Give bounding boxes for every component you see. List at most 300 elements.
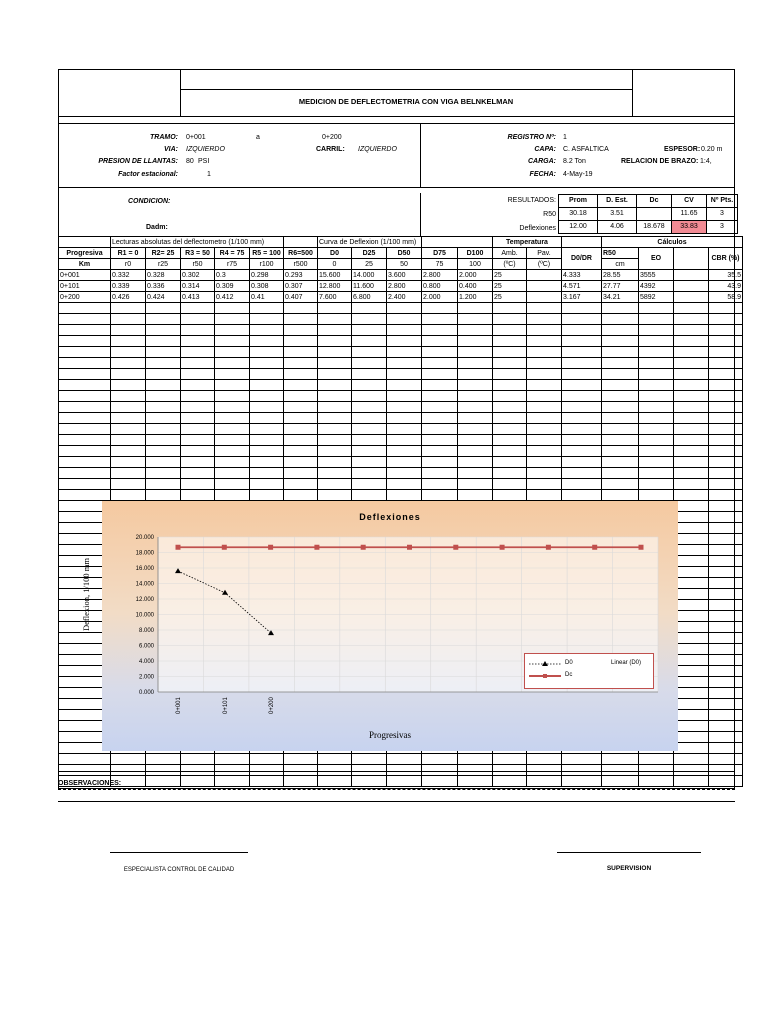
empty-cell	[111, 391, 146, 402]
y-tick-label: 4.000	[138, 659, 154, 665]
empty-cell	[493, 358, 527, 369]
blank-cell	[674, 248, 709, 270]
empty-cell	[181, 325, 215, 336]
empty-row	[59, 435, 743, 446]
group-temp-header: Temperatura	[493, 237, 562, 248]
d-subheader: 50	[387, 259, 422, 270]
empty-cell	[318, 765, 352, 776]
empty-cell	[352, 776, 387, 787]
factor-value: 1	[207, 171, 211, 178]
empty-cell	[284, 490, 318, 501]
carril-value: IZQUIERDO	[358, 146, 397, 153]
empty-cell	[181, 303, 215, 314]
empty-cell	[527, 468, 562, 479]
empty-cell	[493, 457, 527, 468]
empty-cell	[493, 490, 527, 501]
empty-cell	[250, 402, 284, 413]
empty-cell	[146, 424, 181, 435]
page-title: MEDICION DE DEFLECTOMETRIA CON VIGA BELNKELMAN	[298, 97, 514, 106]
empty-cell	[562, 490, 602, 501]
empty-cell	[562, 336, 602, 347]
r-header: R6=500	[284, 248, 318, 259]
empty-cell	[181, 380, 215, 391]
empty-cell	[318, 490, 352, 501]
header-row-2	[59, 248, 743, 259]
empty-cell	[527, 413, 562, 424]
empty-cell	[181, 314, 215, 325]
empty-cell	[709, 336, 743, 347]
resultados-cell: Prom	[558, 194, 598, 208]
empty-cell	[284, 380, 318, 391]
empty-cell	[602, 424, 639, 435]
empty-cell	[352, 468, 387, 479]
empty-cell	[422, 435, 458, 446]
empty-cell	[146, 402, 181, 413]
empty-cell	[215, 424, 250, 435]
empty-cell	[674, 677, 709, 688]
empty-cell	[493, 424, 527, 435]
empty-cell	[674, 556, 709, 567]
empty-cell	[111, 303, 146, 314]
table-cell: 0.41	[250, 292, 284, 303]
table-cell: 0.328	[146, 270, 181, 281]
empty-cell	[493, 347, 527, 358]
empty-cell	[674, 567, 709, 578]
empty-cell	[639, 424, 674, 435]
empty-cell	[458, 490, 493, 501]
empty-cell	[709, 424, 743, 435]
empty-cell	[250, 391, 284, 402]
table-cell: 25	[493, 270, 527, 281]
empty-cell	[181, 435, 215, 446]
empty-cell	[111, 765, 146, 776]
empty-cell	[709, 754, 743, 765]
empty-row	[59, 358, 743, 369]
relacion-value: 1:4,	[700, 158, 712, 165]
y-tick-label: 16.000	[135, 566, 154, 572]
empty-cell	[562, 402, 602, 413]
table-cell: 0.426	[111, 292, 146, 303]
pav-unit: (ºC)	[527, 259, 562, 270]
d-header: D75	[422, 248, 458, 259]
empty-cell	[422, 358, 458, 369]
empty-cell	[562, 754, 602, 765]
empty-cell	[493, 336, 527, 347]
empty-cell	[387, 314, 422, 325]
empty-row	[59, 776, 743, 787]
header-line-top	[180, 89, 632, 90]
d-header: D25	[352, 248, 387, 259]
series-dc-point	[592, 545, 597, 550]
empty-cell	[284, 347, 318, 358]
empty-cell	[674, 710, 709, 721]
empty-cell	[709, 578, 743, 589]
empty-cell	[602, 391, 639, 402]
empty-cell	[674, 501, 709, 512]
empty-cell	[59, 457, 111, 468]
empty-cell	[639, 468, 674, 479]
empty-cell	[562, 468, 602, 479]
empty-cell	[352, 402, 387, 413]
empty-cell	[639, 765, 674, 776]
empty-cell	[250, 336, 284, 347]
empty-cell	[709, 413, 743, 424]
empty-cell	[422, 325, 458, 336]
empty-cell	[709, 457, 743, 468]
legend-d0: D0	[565, 660, 573, 666]
empty-cell	[352, 380, 387, 391]
empty-cell	[352, 424, 387, 435]
empty-cell	[709, 732, 743, 743]
empty-cell	[709, 501, 743, 512]
empty-cell	[181, 446, 215, 457]
tramo-to: 0+200	[322, 134, 342, 141]
empty-cell	[59, 446, 111, 457]
empty-cell	[181, 754, 215, 765]
empty-cell	[639, 380, 674, 391]
empty-cell	[602, 468, 639, 479]
table-cell: 2.800	[387, 281, 422, 292]
empty-cell	[602, 413, 639, 424]
empty-cell	[59, 754, 111, 765]
empty-cell	[352, 479, 387, 490]
empty-cell	[458, 413, 493, 424]
empty-cell	[387, 765, 422, 776]
empty-cell	[493, 303, 527, 314]
chart-legend	[524, 653, 654, 689]
empty-row	[59, 479, 743, 490]
r-header: R2= 25	[146, 248, 181, 259]
table-cell: 2.000	[458, 270, 493, 281]
empty-cell	[146, 765, 181, 776]
presion-value: 80	[186, 158, 194, 165]
table-row	[59, 292, 743, 303]
empty-cell	[422, 776, 458, 787]
footer-top-line	[58, 771, 735, 772]
empty-cell	[674, 776, 709, 787]
empty-cell	[284, 765, 318, 776]
empty-cell	[674, 358, 709, 369]
resultados-cell: Dc	[636, 194, 672, 208]
empty-cell	[352, 765, 387, 776]
blank-cell	[422, 237, 493, 248]
d-subheader: 75	[422, 259, 458, 270]
empty-cell	[674, 457, 709, 468]
empty-cell	[111, 325, 146, 336]
empty-row	[59, 336, 743, 347]
table-cell: 0.407	[284, 292, 318, 303]
empty-cell	[639, 336, 674, 347]
empty-cell	[562, 358, 602, 369]
empty-cell	[602, 490, 639, 501]
r-subheader: r75	[215, 259, 250, 270]
empty-cell	[602, 347, 639, 358]
empty-cell	[284, 468, 318, 479]
empty-cell	[387, 479, 422, 490]
empty-cell	[674, 391, 709, 402]
empty-cell	[602, 765, 639, 776]
sign-line-right	[557, 852, 701, 853]
chart-svg	[102, 501, 678, 751]
r-header: R1 = 0	[111, 248, 146, 259]
amb-unit: (ºC)	[493, 259, 527, 270]
empty-cell	[181, 358, 215, 369]
empty-cell	[181, 479, 215, 490]
table-cell	[527, 281, 562, 292]
r-subheader: r500	[284, 259, 318, 270]
empty-cell	[562, 776, 602, 787]
empty-cell	[709, 710, 743, 721]
empty-cell	[709, 589, 743, 600]
empty-cell	[181, 413, 215, 424]
empty-cell	[387, 380, 422, 391]
empty-cell	[146, 754, 181, 765]
empty-cell	[146, 380, 181, 391]
empty-cell	[111, 369, 146, 380]
empty-cell	[284, 457, 318, 468]
empty-cell	[674, 402, 709, 413]
empty-cell	[146, 314, 181, 325]
empty-cell	[318, 468, 352, 479]
empty-cell	[181, 424, 215, 435]
empty-cell	[111, 479, 146, 490]
empty-cell	[709, 325, 743, 336]
table-cell: 0.302	[181, 270, 215, 281]
series-dc-point	[407, 545, 412, 550]
empty-cell	[284, 402, 318, 413]
empty-cell	[458, 765, 493, 776]
table-cell: 3.600	[387, 270, 422, 281]
empty-cell	[493, 369, 527, 380]
empty-cell	[284, 424, 318, 435]
resultados-cell: 33.83	[671, 220, 707, 234]
series-dc-point	[222, 545, 227, 550]
empty-cell	[111, 380, 146, 391]
empty-cell	[458, 776, 493, 787]
empty-cell	[527, 402, 562, 413]
empty-cell	[562, 457, 602, 468]
empty-cell	[674, 534, 709, 545]
empty-cell	[318, 479, 352, 490]
empty-cell	[639, 391, 674, 402]
espesor-value: 0.20 m	[701, 146, 723, 153]
table-cell: 0.314	[181, 281, 215, 292]
empty-cell	[709, 666, 743, 677]
empty-cell	[674, 754, 709, 765]
empty-cell	[250, 424, 284, 435]
empty-cell	[181, 402, 215, 413]
table-cell: 0.3	[215, 270, 250, 281]
empty-cell	[250, 446, 284, 457]
empty-cell	[709, 776, 743, 787]
empty-cell	[674, 688, 709, 699]
empty-cell	[215, 402, 250, 413]
y-tick-label: 20.000	[135, 535, 154, 541]
empty-cell	[387, 446, 422, 457]
empty-cell	[674, 479, 709, 490]
empty-cell	[639, 325, 674, 336]
empty-cell	[422, 314, 458, 325]
empty-cell	[284, 446, 318, 457]
table-cell: 2.000	[422, 292, 458, 303]
empty-cell	[215, 765, 250, 776]
empty-cell	[709, 347, 743, 358]
d-header: D0	[318, 248, 352, 259]
empty-cell	[181, 765, 215, 776]
empty-cell	[562, 424, 602, 435]
empty-cell	[458, 325, 493, 336]
empty-cell	[674, 699, 709, 710]
empty-cell	[387, 347, 422, 358]
r-header: R4 = 75	[215, 248, 250, 259]
empty-cell	[709, 622, 743, 633]
observaciones-label: OBSERVACIONES:	[58, 780, 122, 787]
empty-cell	[111, 754, 146, 765]
empty-cell	[493, 468, 527, 479]
y-tick-label: 6.000	[138, 643, 154, 650]
info-divider	[420, 123, 421, 187]
table-cell: 15.600	[318, 270, 352, 281]
empty-cell	[639, 413, 674, 424]
group-calc-header: Cálculos	[602, 237, 743, 248]
table-cell: 0.339	[111, 281, 146, 292]
empty-cell	[318, 369, 352, 380]
empty-cell	[387, 336, 422, 347]
empty-cell	[674, 435, 709, 446]
empty-cell	[422, 347, 458, 358]
empty-cell	[352, 435, 387, 446]
sign-right-label: SUPERVISION	[606, 865, 652, 872]
header-right-cell	[632, 69, 633, 116]
empty-cell	[709, 479, 743, 490]
empty-cell	[527, 435, 562, 446]
resultados-cell: 11.65	[671, 207, 707, 221]
empty-row	[59, 413, 743, 424]
y-tick-label: 14.000	[135, 581, 154, 588]
empty-cell	[352, 457, 387, 468]
empty-cell	[493, 479, 527, 490]
empty-cell	[458, 479, 493, 490]
resultados-cell: 18.678	[636, 220, 672, 234]
empty-cell	[458, 468, 493, 479]
empty-cell	[284, 358, 318, 369]
empty-cell	[352, 358, 387, 369]
empty-cell	[59, 413, 111, 424]
empty-cell	[639, 457, 674, 468]
empty-cell	[215, 468, 250, 479]
relacion-label: RELACION DE BRAZO:	[621, 158, 699, 165]
empty-cell	[146, 435, 181, 446]
empty-cell	[250, 347, 284, 358]
empty-cell	[352, 490, 387, 501]
empty-cell	[527, 336, 562, 347]
empty-cell	[527, 424, 562, 435]
empty-cell	[59, 358, 111, 369]
table-cell: 0+001	[59, 270, 111, 281]
y-tick-label: 18.000	[135, 550, 154, 557]
empty-row	[59, 765, 743, 776]
empty-cell	[422, 765, 458, 776]
table-cell: 0.400	[458, 281, 493, 292]
empty-cell	[562, 391, 602, 402]
empty-row	[59, 314, 743, 325]
empty-cell	[458, 754, 493, 765]
empty-cell	[318, 380, 352, 391]
empty-cell	[59, 765, 111, 776]
series-dc-point	[268, 545, 273, 550]
empty-cell	[709, 677, 743, 688]
empty-cell	[562, 413, 602, 424]
resultados-cell: 3.51	[597, 207, 637, 221]
registro-value: 1	[563, 134, 567, 141]
empty-cell	[527, 754, 562, 765]
empty-cell	[250, 457, 284, 468]
empty-cell	[674, 490, 709, 501]
observaciones-solid-line	[58, 801, 735, 802]
empty-cell	[493, 765, 527, 776]
table-cell: 6.800	[352, 292, 387, 303]
empty-cell	[284, 435, 318, 446]
empty-cell	[111, 413, 146, 424]
cm-unit: cm	[602, 259, 639, 270]
capa-value: C. ASFALTICA	[563, 146, 609, 153]
table-cell: 0.332	[111, 270, 146, 281]
capa-label: CAPA:	[534, 146, 556, 153]
empty-cell	[387, 303, 422, 314]
table-cell	[674, 270, 709, 281]
r-subheader: r100	[250, 259, 284, 270]
table-cell: 25	[493, 292, 527, 303]
carga-value: 8.2 Ton	[563, 158, 586, 165]
table-cell: 5892	[639, 292, 674, 303]
empty-cell	[250, 490, 284, 501]
empty-row	[59, 303, 743, 314]
table-cell: 1.200	[458, 292, 493, 303]
y-tick-label: 8.000	[138, 628, 154, 634]
empty-cell	[562, 347, 602, 358]
chart-ylabel: Deflexion, 1/100 mm	[81, 558, 91, 631]
empty-cell	[709, 743, 743, 754]
empty-cell	[674, 578, 709, 589]
empty-cell	[458, 347, 493, 358]
empty-cell	[181, 347, 215, 358]
empty-cell	[215, 435, 250, 446]
d-header: D100	[458, 248, 493, 259]
empty-cell	[674, 655, 709, 666]
empty-cell	[215, 336, 250, 347]
resultados-cell: D. Est.	[597, 194, 637, 208]
series-dc-point	[314, 545, 319, 550]
tramo-label: TRAMO:	[150, 134, 178, 141]
empty-cell	[422, 391, 458, 402]
empty-cell	[709, 303, 743, 314]
empty-cell	[146, 457, 181, 468]
empty-cell	[422, 754, 458, 765]
progresiva-header: Progresiva	[59, 248, 111, 259]
empty-cell	[250, 358, 284, 369]
fecha-value: 4-May-19	[563, 171, 593, 178]
empty-cell	[284, 776, 318, 787]
table-cell	[527, 292, 562, 303]
d-subheader: 0	[318, 259, 352, 270]
empty-cell	[250, 413, 284, 424]
empty-cell	[146, 347, 181, 358]
empty-cell	[387, 435, 422, 446]
empty-cell	[387, 457, 422, 468]
empty-cell	[709, 314, 743, 325]
empty-cell	[639, 435, 674, 446]
empty-cell	[493, 776, 527, 787]
